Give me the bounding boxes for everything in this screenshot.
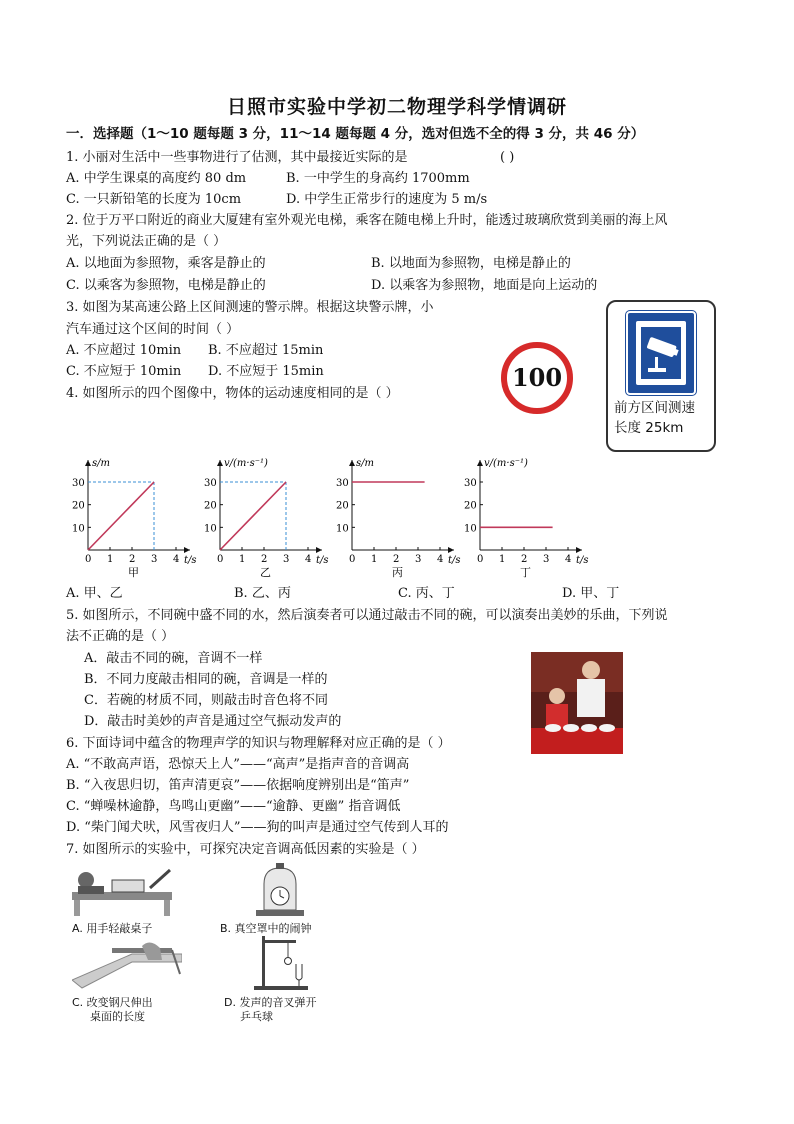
q5-option-a: A．敲击不同的碗，音调不一样 <box>84 651 263 666</box>
y-tick-label: 20 <box>464 500 477 512</box>
x-axis-arrow <box>576 547 582 553</box>
q4-option-c: C. 丙、丁 <box>398 586 455 601</box>
q3-option-c: C. 不应短于 10min <box>66 364 182 379</box>
experiment-a-caption: A. 用手轻敲桌子 <box>72 922 153 935</box>
experiment-c-caption-line1: C. 改变钢尺伸出 <box>72 996 153 1009</box>
x-axis-arrow <box>448 547 454 553</box>
x-axis-label: t/s <box>184 555 197 566</box>
q1-option-b: B. 一中学生的身高约 1700mm <box>286 171 470 186</box>
q7-stem: 7. 如图所示的实验中，可探究决定音调高低因素的实验是（ ） <box>66 842 425 857</box>
q4-option-d: D. 甲、丁 <box>562 586 620 601</box>
x-axis-label: t/s <box>448 555 461 566</box>
q1-option-d: D. 中学生正常步行的速度为 5 m/s <box>286 192 488 207</box>
x-tick-label: 4 <box>173 554 180 565</box>
y-axis-arrow <box>85 460 91 466</box>
q4-option-a: A. 甲、乙 <box>66 586 123 601</box>
x-axis-label: t/s <box>576 555 589 566</box>
x-tick-label: 3 <box>415 554 422 565</box>
experiment-b-illustration <box>252 862 308 918</box>
q1-bracket: ( ) <box>500 150 515 165</box>
experiment-d-caption-line1: D. 发声的音叉弹开 <box>224 996 317 1009</box>
q5-stem-line2: 法不正确的是（ ） <box>66 629 175 644</box>
x-tick-label: 3 <box>151 554 158 565</box>
camera-icon <box>628 313 694 393</box>
graph-label: 乙 <box>260 566 271 579</box>
x-axis-arrow <box>316 547 322 553</box>
interval-speed-sign <box>606 300 716 452</box>
q2-option-c: C. 以乘客为参照物，电梯是静止的 <box>66 278 266 293</box>
y-axis-arrow <box>477 460 483 466</box>
series-line <box>220 482 286 550</box>
experiment-a-illustration <box>70 866 180 918</box>
q6-option-c: C. “蝉噪林逾静，鸟鸣山更幽”——“逾静、更幽” 指音调低 <box>66 799 401 814</box>
y-tick-label: 30 <box>72 478 85 489</box>
x-axis-label: t/s <box>316 555 329 566</box>
q6-stem: 6. 下面诗词中蕴含的物理声学的知识与物理解释对应正确的是（ ） <box>66 736 451 751</box>
y-axis-label: v/(m·s⁻¹) <box>224 458 268 469</box>
x-tick-label: 4 <box>565 554 572 565</box>
sign-text-line2: 长度 25km <box>614 420 684 436</box>
x-tick-label: 2 <box>393 554 400 565</box>
q5-option-d: D．敲击时美妙的声音是通过空气振动发声的 <box>84 714 342 729</box>
page-title: 日照市实验中学初二物理学科学情调研 <box>226 96 567 118</box>
x-tick-label: 1 <box>107 554 114 565</box>
y-axis-label: s/m <box>92 458 110 469</box>
y-tick-label: 10 <box>204 523 217 535</box>
experiment-d-caption-line2: 乒乓球 <box>240 1010 273 1023</box>
x-tick-label: 0 <box>217 554 224 565</box>
x-tick-label: 0 <box>85 554 92 565</box>
y-tick-label: 10 <box>72 523 85 535</box>
x-tick-label: 1 <box>499 554 506 565</box>
y-tick-label: 20 <box>204 500 217 512</box>
q1-option-c: C. 一只新铅笔的长度为 10cm <box>66 192 242 207</box>
q3-stem-line2: 汽车通过这个区间的时间（ ） <box>66 322 240 337</box>
y-tick-label: 30 <box>204 478 217 489</box>
q3-option-b: B. 不应超过 15min <box>208 343 324 358</box>
camera-panel <box>626 311 696 395</box>
q1-stem: 1. 小丽对生活中一些事物进行了估测，其中最接近实际的是 <box>66 150 408 165</box>
x-tick-label: 2 <box>261 554 268 565</box>
experiment-d-illustration <box>252 934 312 992</box>
bowl-music-photo <box>531 652 623 754</box>
x-tick-label: 1 <box>371 554 378 565</box>
q6-option-b: B. “入夜思归切，笛声清更哀”——依据响度辨别出是“笛声” <box>66 778 410 793</box>
speed-limit-value: 100 <box>511 363 563 392</box>
q6-option-d: D. “柴门闻犬吠，风雪夜归人”——狗的叫声是通过空气传到人耳的 <box>66 820 449 835</box>
x-tick-label: 2 <box>129 554 136 565</box>
y-axis-label: v/(m·s⁻¹) <box>484 458 528 469</box>
y-tick-label: 20 <box>336 500 349 512</box>
y-axis-arrow <box>217 460 223 466</box>
x-tick-label: 0 <box>477 554 484 565</box>
experiment-c-illustration <box>72 940 182 990</box>
series-line <box>88 482 154 550</box>
speed-limit-sign <box>500 341 574 415</box>
q2-option-d: D. 以乘客为参照物，地面是向上运动的 <box>371 278 598 293</box>
q4-option-b: B. 乙、丙 <box>234 586 291 601</box>
q2-option-b: B. 以地面为参照物，电梯是静止的 <box>371 256 571 271</box>
q2-option-a: A. 以地面为参照物，乘客是静止的 <box>66 256 266 271</box>
q2-stem-line1: 2. 位于万平口附近的商业大厦建有室外观光电梯，乘客在随电梯上升时，能透过玻璃欣赏到美丽的海上风 <box>66 213 668 228</box>
q3-option-d: D. 不应短于 15min <box>208 364 324 379</box>
graph-label: 甲 <box>128 566 139 579</box>
graph-label: 丁 <box>520 566 531 579</box>
experiment-b-caption: B. 真空罩中的闹钟 <box>220 922 312 935</box>
q5-option-b: B．不同力度敲击相同的碗，音调是一样的 <box>84 672 328 687</box>
y-axis-label: s/m <box>356 458 374 469</box>
section-heading: 一．选择题（1～10 题每题 3 分，11～14 题每题 4 分，选对但选不全的得 3 分，共 46 分） <box>66 126 645 142</box>
q5-stem-line1: 5. 如图所示，不同碗中盛不同的水，然后演奏者可以通过敲击不同的碗，可以演奏出美妙的乐曲，下列说 <box>66 608 668 623</box>
q3-option-a: A. 不应超过 10min <box>66 343 182 358</box>
x-tick-label: 1 <box>239 554 246 565</box>
sign-text-line1: 前方区间测速 <box>614 400 695 416</box>
x-tick-label: 3 <box>283 554 290 565</box>
y-tick-label: 10 <box>464 523 477 535</box>
experiment-c-caption-line2: 桌面的长度 <box>90 1010 145 1023</box>
y-tick-label: 10 <box>336 523 349 535</box>
y-axis-arrow <box>349 460 355 466</box>
q3-stem-line1: 3. 如图为某高速公路上区间测速的警示牌。根据这块警示牌，小 <box>66 300 434 315</box>
x-tick-label: 4 <box>437 554 444 565</box>
x-axis-arrow <box>184 547 190 553</box>
y-tick-label: 30 <box>336 478 349 489</box>
y-tick-label: 30 <box>464 478 477 489</box>
q4-stem: 4. 如图所示的四个图像中，物体的运动速度相同的是（ ） <box>66 386 399 401</box>
x-tick-label: 2 <box>521 554 528 565</box>
q1-option-a: A. 中学生课桌的高度约 80 dm <box>66 171 247 186</box>
x-tick-label: 4 <box>305 554 312 565</box>
y-tick-label: 20 <box>72 500 85 512</box>
graph-label: 丙 <box>392 566 403 579</box>
x-tick-label: 3 <box>543 554 550 565</box>
q2-stem-line2: 光，下列说法正确的是（ ） <box>66 234 227 249</box>
q5-option-c: C．若碗的材质不同，则敲击时音色将不同 <box>84 693 328 708</box>
q6-option-a: A. “不敢高声语，恐惊天上人”——“高声”是指声音的音调高 <box>66 757 410 772</box>
x-tick-label: 0 <box>349 554 356 565</box>
motion-graphs <box>60 452 600 582</box>
